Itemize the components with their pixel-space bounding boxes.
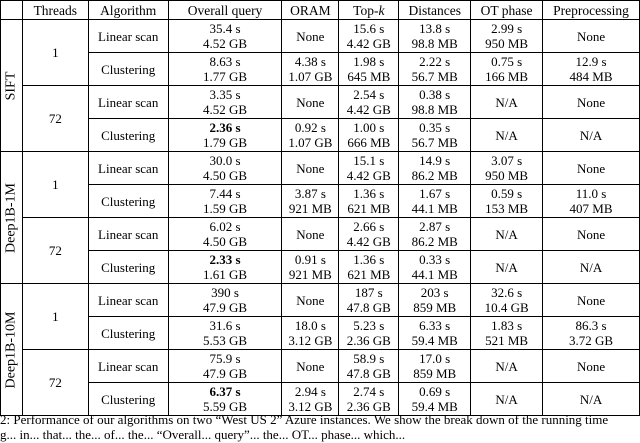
table-row — [1, 317, 640, 350]
distances-cell — [399, 86, 471, 119]
ot-phase-cell — [471, 185, 543, 218]
cell-value: 1.00 s — [353, 120, 385, 135]
cell-value: 0.69 s — [419, 384, 451, 399]
header-algorithm: Algorithm — [88, 1, 168, 20]
cell-size: 859 MB — [413, 366, 457, 381]
cell-size: 2.36 GB — [346, 333, 391, 348]
cell-value: N/A — [579, 259, 603, 275]
cell-size: 950 MB — [485, 168, 529, 183]
overall-query-cell — [168, 317, 282, 350]
distances-cell — [399, 350, 471, 383]
top-k-cell — [339, 218, 399, 251]
cell-size: 98.8 MB — [411, 36, 458, 51]
cell-size: 47.8 GB — [346, 300, 391, 315]
threads-cell: 72 — [22, 86, 88, 152]
cell-size: 3.12 GB — [288, 333, 333, 348]
preprocessing-cell — [543, 20, 640, 53]
cell-value: 2.54 s — [353, 87, 385, 102]
cell-size: 59.4 MB — [411, 333, 458, 348]
overall-query-cell — [168, 383, 282, 416]
overall-query-cell — [168, 86, 282, 119]
cell-size: 1.07 GB — [288, 135, 333, 150]
algorithm-cell: Clustering — [88, 53, 168, 86]
cell-value: 3.35 s — [209, 87, 241, 102]
distances-cell — [399, 284, 471, 317]
algorithm-cell: Clustering — [88, 317, 168, 350]
preprocessing-cell — [543, 284, 640, 317]
ot-phase-cell — [471, 284, 543, 317]
distances-cell — [399, 119, 471, 152]
cell-size: 5.53 GB — [202, 333, 248, 348]
cell-value: N/A — [495, 226, 518, 242]
threads-cell: 1 — [22, 20, 88, 86]
cell-value: 2.33 s — [209, 252, 241, 267]
cell-value: 203 s — [420, 285, 449, 300]
cell-value: N/A — [495, 259, 518, 275]
cell-size: 47.9 GB — [202, 300, 248, 315]
header-row — [1, 1, 640, 20]
cell-value: 187 s — [354, 285, 383, 300]
cell-size: 1.77 GB — [202, 69, 248, 84]
cell-size: 4.42 GB — [346, 234, 391, 249]
top-k-cell — [339, 53, 399, 86]
cell-value: 18.0 s — [294, 318, 326, 333]
algorithm-cell: Linear scan — [88, 20, 168, 53]
cell-value: 15.1 s — [353, 153, 385, 168]
cell-value: None — [296, 226, 325, 242]
cell-value: 7.44 s — [209, 186, 241, 201]
cell-size: 47.8 GB — [346, 366, 391, 381]
cell-size: 98.8 MB — [411, 102, 458, 117]
cell-size: 47.9 GB — [202, 366, 248, 381]
cell-size: 59.4 MB — [411, 399, 458, 414]
overall-query-cell — [168, 152, 282, 185]
oram-cell — [282, 284, 339, 317]
cell-value: 6.02 s — [209, 219, 241, 234]
top-k-cell — [339, 317, 399, 350]
distances-cell — [399, 185, 471, 218]
cell-value: N/A — [579, 127, 603, 143]
top-k-cell — [339, 383, 399, 416]
oram-cell — [282, 185, 339, 218]
cell-value: 2.87 s — [419, 219, 451, 234]
cell-size: 3.12 GB — [288, 399, 333, 414]
table-row — [1, 218, 640, 251]
header-dataset — [1, 1, 23, 20]
cell-size: 4.42 GB — [346, 168, 391, 183]
cell-size: 950 MB — [485, 36, 529, 51]
table-row — [1, 350, 640, 383]
distances-cell — [399, 383, 471, 416]
oram-cell — [282, 317, 339, 350]
cell-value: 0.33 s — [419, 252, 451, 267]
caption-line-2: g... in... that... the... of... the... “Overall... query”... the... OT... phase... which... — [0, 427, 406, 442]
algorithm-cell: Linear scan — [88, 350, 168, 383]
header-oram: ORAM — [282, 1, 339, 20]
ot-phase-cell — [471, 119, 543, 152]
cell-value: None — [296, 94, 325, 110]
cell-size: 56.7 MB — [411, 135, 458, 150]
cell-value: 0.91 s — [294, 252, 326, 267]
cell-size: 521 MB — [485, 333, 529, 348]
overall-query-cell — [168, 185, 282, 218]
table-row — [1, 53, 640, 86]
preprocessing-cell — [543, 350, 640, 383]
cell-value: 12.9 s — [575, 54, 607, 69]
cell-value: 31.6 s — [209, 318, 241, 333]
threads-cell: 1 — [22, 284, 88, 350]
cell-value: 58.9 s — [353, 351, 385, 366]
cell-size: 484 MB — [569, 69, 613, 84]
cell-size: 666 MB — [347, 135, 391, 150]
algorithm-cell: Clustering — [88, 383, 168, 416]
cell-size: 921 MB — [288, 201, 332, 216]
dataset-label-cell — [1, 20, 23, 152]
cell-size: 859 MB — [413, 300, 457, 315]
algorithm-cell: Clustering — [88, 251, 168, 284]
cell-size: 1.07 GB — [288, 69, 333, 84]
table-caption — [0, 412, 640, 443]
header-preprocessing: Preprocessing — [543, 1, 640, 20]
cell-value: 1.67 s — [419, 186, 451, 201]
cell-size: 86.2 MB — [411, 168, 458, 183]
overall-query-cell — [168, 251, 282, 284]
cell-size: 921 MB — [288, 267, 332, 282]
caption-line-1: 2: Performance of our algorithms on two “West US 2” Azure instances. We show the break down of the running time — [0, 412, 609, 427]
cell-value: 6.33 s — [419, 318, 451, 333]
cell-value: None — [296, 28, 325, 44]
preprocessing-cell — [543, 152, 640, 185]
dataset-label: Deep1B-1M — [3, 182, 19, 253]
table-row — [1, 20, 640, 53]
cell-value: N/A — [495, 391, 518, 407]
cell-value: 15.6 s — [353, 21, 385, 36]
algorithm-cell: Linear scan — [88, 218, 168, 251]
algorithm-cell: Linear scan — [88, 86, 168, 119]
cell-value: N/A — [579, 391, 603, 407]
overall-query-cell — [168, 284, 282, 317]
cell-value: 3.87 s — [294, 186, 326, 201]
header-top-k: Top-k — [339, 1, 399, 20]
cell-value: 13.8 s — [419, 21, 451, 36]
preprocessing-cell — [543, 251, 640, 284]
header-threads: Threads — [22, 1, 88, 20]
cell-size: 10.4 GB — [484, 300, 529, 315]
overall-query-cell — [168, 218, 282, 251]
overall-query-cell — [168, 350, 282, 383]
distances-cell — [399, 20, 471, 53]
top-k-cell — [339, 350, 399, 383]
cell-value: 75.9 s — [209, 351, 241, 366]
ot-phase-cell — [471, 20, 543, 53]
cell-size: 621 MB — [347, 201, 391, 216]
cell-size: 86.2 MB — [411, 234, 458, 249]
cell-value: 2.74 s — [353, 384, 385, 399]
table-row — [1, 185, 640, 218]
cell-value: 14.9 s — [419, 153, 451, 168]
table-row — [1, 383, 640, 416]
cell-value: 0.92 s — [294, 120, 326, 135]
distances-cell — [399, 218, 471, 251]
cell-size: 4.42 GB — [346, 102, 391, 117]
ot-phase-cell — [471, 317, 543, 350]
cell-value: 0.38 s — [419, 87, 451, 102]
cell-value: None — [576, 358, 606, 374]
threads-cell: 72 — [22, 218, 88, 284]
preprocessing-cell — [543, 86, 640, 119]
algorithm-cell: Clustering — [88, 119, 168, 152]
oram-cell — [282, 86, 339, 119]
cell-value: 0.35 s — [419, 120, 451, 135]
cell-size: 44.1 MB — [411, 201, 458, 216]
cell-value: None — [576, 226, 606, 242]
preprocessing-cell — [543, 119, 640, 152]
distances-cell — [399, 53, 471, 86]
cell-value: None — [576, 160, 606, 176]
distances-cell — [399, 317, 471, 350]
overall-query-cell — [168, 20, 282, 53]
cell-size: 44.1 MB — [411, 267, 458, 282]
oram-cell — [282, 119, 339, 152]
cell-value: 2.36 s — [209, 120, 241, 135]
top-k-cell — [339, 284, 399, 317]
oram-cell — [282, 20, 339, 53]
cell-size: 645 MB — [347, 69, 391, 84]
distances-cell — [399, 251, 471, 284]
cell-size: 4.50 GB — [202, 234, 248, 249]
cell-size: 2.36 GB — [346, 399, 391, 414]
table-row — [1, 86, 640, 119]
preprocessing-cell — [543, 317, 640, 350]
cell-value: 2.94 s — [294, 384, 326, 399]
cell-size: 5.59 GB — [202, 399, 248, 414]
cell-value: None — [576, 94, 606, 110]
cell-size: 4.50 GB — [202, 168, 248, 183]
cell-size: 153 MB — [485, 201, 529, 216]
top-k-cell — [339, 251, 399, 284]
cell-value: None — [576, 28, 606, 44]
top-k-cell — [339, 20, 399, 53]
cell-value: 5.23 s — [353, 318, 385, 333]
oram-cell — [282, 53, 339, 86]
cell-size: 621 MB — [347, 267, 391, 282]
cell-value: 1.36 s — [353, 186, 385, 201]
header-distances: Distances — [399, 1, 471, 20]
cell-size: 3.72 GB — [568, 333, 614, 348]
algorithm-cell: Clustering — [88, 185, 168, 218]
algorithm-cell: Linear scan — [88, 152, 168, 185]
preprocessing-cell — [543, 53, 640, 86]
distances-cell — [399, 152, 471, 185]
cell-value: 2.99 s — [491, 21, 523, 36]
preprocessing-cell — [543, 185, 640, 218]
cell-size: 1.59 GB — [202, 201, 248, 216]
cell-value: None — [296, 292, 325, 308]
header-ot-phase: OT phase — [471, 1, 543, 20]
cell-size: 4.42 GB — [346, 36, 391, 51]
top-k-cell — [339, 119, 399, 152]
cell-size: 166 MB — [485, 69, 529, 84]
ot-phase-cell — [471, 218, 543, 251]
top-k-cell — [339, 86, 399, 119]
ot-phase-cell — [471, 251, 543, 284]
ot-phase-cell — [471, 350, 543, 383]
cell-value: 86.3 s — [575, 318, 607, 333]
cell-value: 0.59 s — [491, 186, 523, 201]
dataset-label-cell — [1, 284, 23, 416]
oram-cell — [282, 350, 339, 383]
cell-size: 4.52 GB — [202, 36, 248, 51]
overall-query-cell — [168, 53, 282, 86]
preprocessing-cell — [543, 218, 640, 251]
cell-value: 1.83 s — [491, 318, 523, 333]
ot-phase-cell — [471, 53, 543, 86]
cell-value: 1.98 s — [353, 54, 385, 69]
table-row — [1, 152, 640, 185]
oram-cell — [282, 152, 339, 185]
cell-value: None — [576, 292, 606, 308]
dataset-label: SIFT — [3, 71, 19, 100]
top-k-cell — [339, 152, 399, 185]
cell-value: 6.37 s — [209, 384, 241, 399]
cell-value: 3.07 s — [491, 153, 523, 168]
cell-value: 2.22 s — [419, 54, 451, 69]
ot-phase-cell — [471, 86, 543, 119]
threads-cell: 1 — [22, 152, 88, 218]
overall-query-cell — [168, 119, 282, 152]
cell-value: None — [296, 358, 325, 374]
top-k-cell — [339, 185, 399, 218]
cell-value: N/A — [495, 358, 518, 374]
dataset-label: Deep1B-10M — [3, 311, 19, 388]
cell-value: 0.75 s — [491, 54, 523, 69]
table-row — [1, 119, 640, 152]
preprocessing-cell — [543, 383, 640, 416]
cell-value: None — [296, 160, 325, 176]
cell-value: 35.4 s — [209, 21, 241, 36]
cell-value: 2.66 s — [353, 219, 385, 234]
oram-cell — [282, 218, 339, 251]
ot-phase-cell — [471, 152, 543, 185]
cell-size: 56.7 MB — [411, 69, 458, 84]
cell-size: 4.52 GB — [202, 102, 248, 117]
top-k-italic: k — [378, 2, 385, 18]
oram-cell — [282, 251, 339, 284]
table-row — [1, 284, 640, 317]
cell-value: 17.0 s — [419, 351, 451, 366]
cell-value: 30.0 s — [209, 153, 241, 168]
table-row — [1, 251, 640, 284]
cell-value: 1.36 s — [353, 252, 385, 267]
cell-size: 407 MB — [569, 201, 613, 216]
cell-value: 32.6 s — [491, 285, 523, 300]
cell-value: N/A — [495, 94, 518, 110]
cell-value: 390 s — [211, 285, 239, 300]
cell-value: 4.38 s — [294, 54, 326, 69]
ot-phase-cell — [471, 383, 543, 416]
oram-cell — [282, 383, 339, 416]
cell-size: 1.79 GB — [202, 135, 248, 150]
dataset-label-cell — [1, 152, 23, 284]
header-overall-query: Overall query — [168, 1, 282, 20]
cell-value: N/A — [495, 127, 518, 143]
algorithm-cell: Linear scan — [88, 284, 168, 317]
cell-value: 8.63 s — [209, 54, 241, 69]
cell-size: 1.61 GB — [202, 267, 248, 282]
threads-cell: 72 — [22, 350, 88, 416]
cell-value: 11.0 s — [575, 186, 607, 201]
